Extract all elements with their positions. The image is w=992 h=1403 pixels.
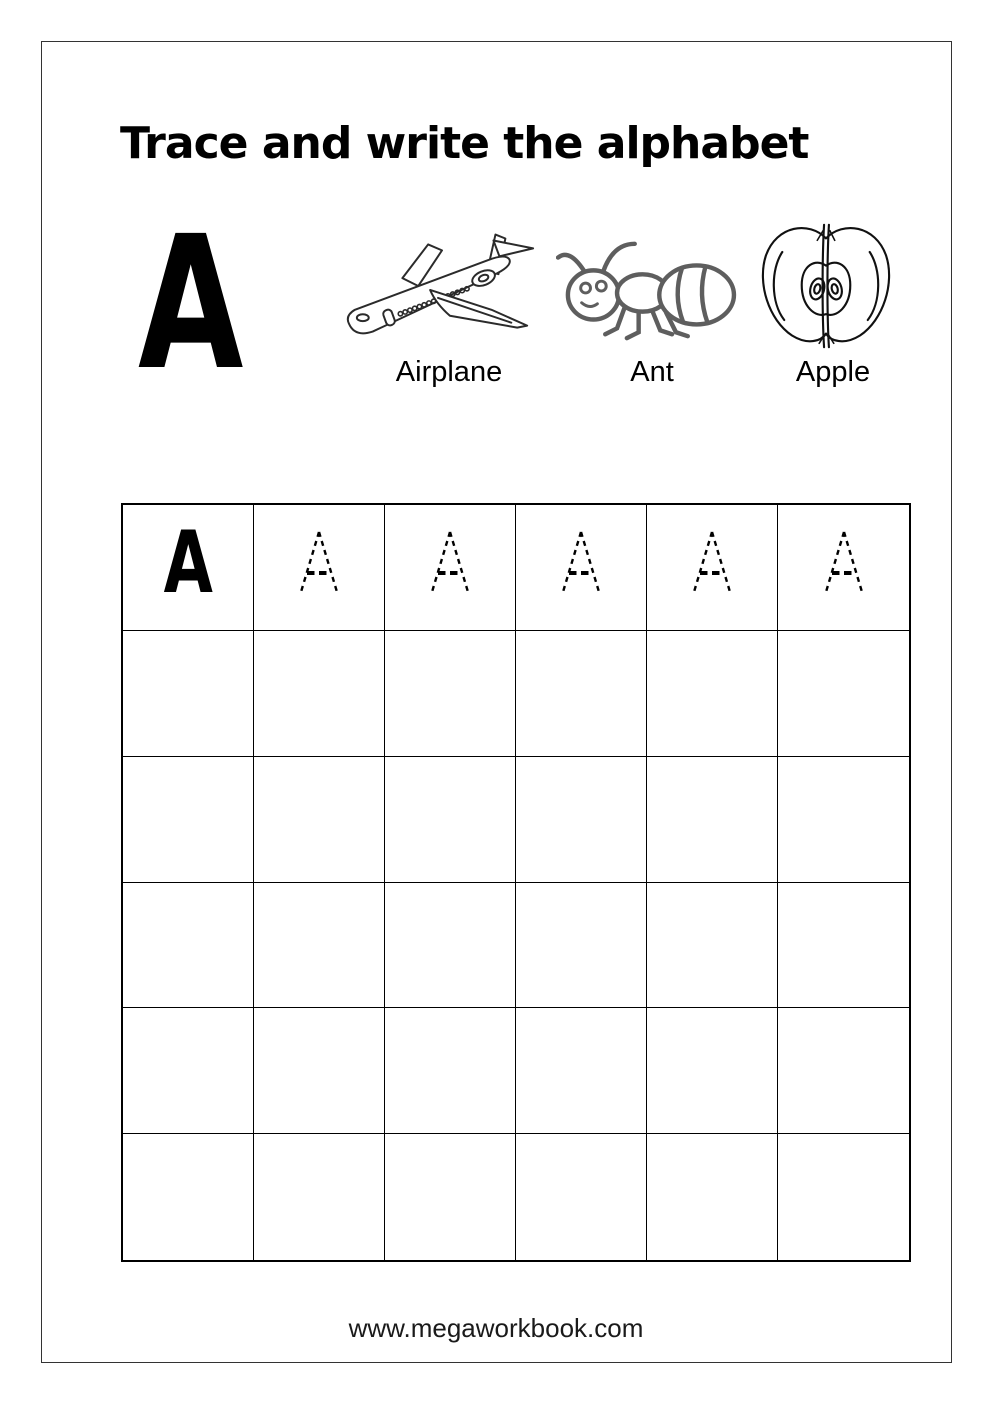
grid-cell-trace-letter bbox=[778, 505, 909, 631]
grid-cell-empty bbox=[516, 883, 647, 1009]
grid-cell-empty bbox=[647, 757, 778, 883]
grid-cell-trace-letter bbox=[647, 505, 778, 631]
grid-cell-trace-letter bbox=[254, 505, 385, 631]
apple-icon bbox=[753, 219, 899, 353]
grid-cell-empty bbox=[385, 1134, 516, 1260]
grid-cell-empty bbox=[254, 883, 385, 1009]
grid-cell-empty bbox=[516, 631, 647, 757]
grid-cell-empty bbox=[254, 757, 385, 883]
grid-cell-empty bbox=[647, 1008, 778, 1134]
grid-cell-empty bbox=[778, 631, 909, 757]
solid-letter: A bbox=[163, 513, 213, 614]
grid-cell-trace-letter bbox=[385, 505, 516, 631]
grid-cell-empty bbox=[123, 1134, 254, 1260]
grid-cell-empty bbox=[516, 1008, 647, 1134]
grid-cell-empty bbox=[123, 883, 254, 1009]
grid-cell-empty bbox=[778, 1008, 909, 1134]
airplane-icon bbox=[343, 226, 541, 350]
ant-label: Ant bbox=[630, 356, 674, 388]
grid-cell-empty bbox=[778, 757, 909, 883]
grid-cell-empty bbox=[385, 757, 516, 883]
grid-cell-solid-letter bbox=[123, 505, 254, 631]
grid-cell-empty bbox=[647, 1134, 778, 1260]
grid-cell-empty bbox=[778, 1134, 909, 1260]
grid-cell-empty bbox=[516, 757, 647, 883]
trace-grid bbox=[121, 503, 911, 1262]
page-title: Trace and write the alphabet bbox=[120, 118, 809, 169]
grid-cell-empty bbox=[647, 631, 778, 757]
grid-cell-trace-letter bbox=[516, 505, 647, 631]
dashed-letter-a-icon bbox=[296, 530, 342, 594]
grid-cell-empty bbox=[385, 883, 516, 1009]
grid-cell-empty bbox=[385, 631, 516, 757]
grid-cell-empty bbox=[123, 757, 254, 883]
website-url: www.megaworkbook.com bbox=[348, 1313, 644, 1343]
grid-cell-empty bbox=[254, 1008, 385, 1134]
grid-cell-empty bbox=[778, 883, 909, 1009]
dashed-letter-a-icon bbox=[689, 530, 735, 594]
dashed-letter-a-icon bbox=[558, 530, 604, 594]
grid-cell-empty bbox=[123, 1008, 254, 1134]
grid-cell-empty bbox=[647, 883, 778, 1009]
grid-cell-empty bbox=[254, 1134, 385, 1260]
dashed-letter-a-icon bbox=[821, 530, 867, 594]
airplane-label: Airplane bbox=[395, 356, 503, 388]
grid-cell-empty bbox=[516, 1134, 647, 1260]
apple-label: Apple bbox=[795, 356, 871, 388]
display-letter: A bbox=[138, 197, 244, 411]
grid-cell-empty bbox=[385, 1008, 516, 1134]
grid-cell-empty bbox=[123, 631, 254, 757]
ant-icon bbox=[556, 234, 738, 347]
dashed-letter-a-icon bbox=[427, 530, 473, 594]
grid-cell-empty bbox=[254, 631, 385, 757]
